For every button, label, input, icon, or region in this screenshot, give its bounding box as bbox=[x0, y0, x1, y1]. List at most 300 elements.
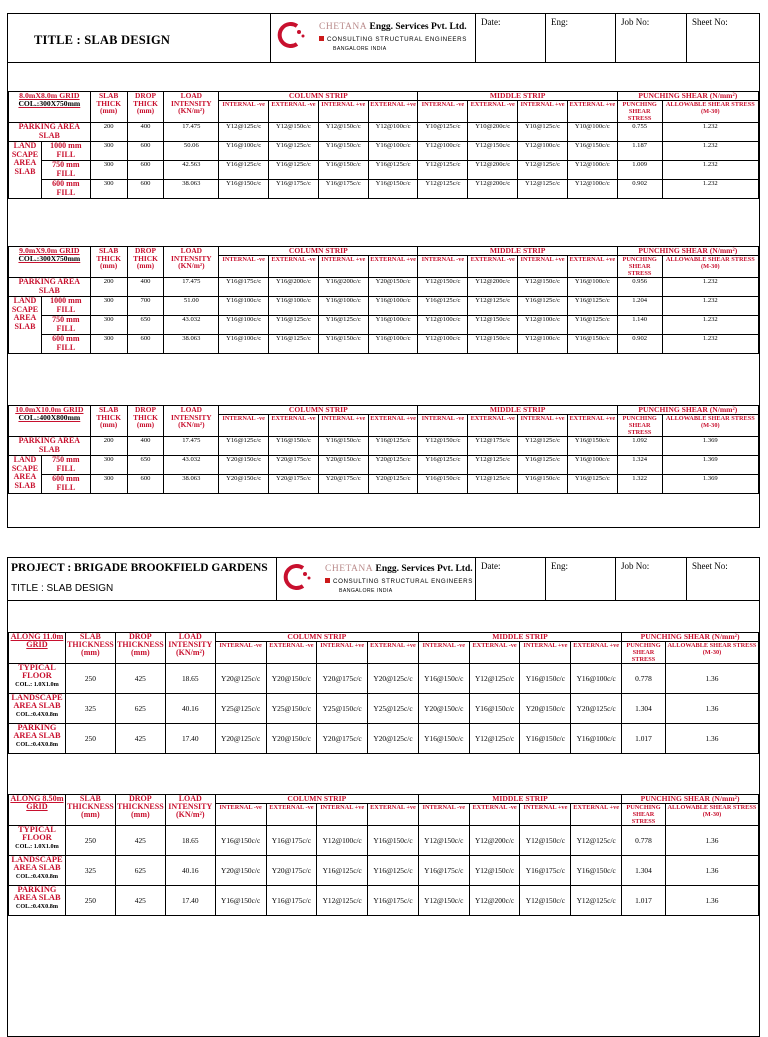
reinforcement-subheader: INTERNAL +ve bbox=[518, 256, 568, 278]
reinforcement-value: Y25@150c/c bbox=[317, 694, 368, 724]
allowable-stress: 1.232 bbox=[662, 316, 758, 335]
reinforcement-value: Y16@125c/c bbox=[219, 437, 269, 456]
reinforcement-value: Y12@125c/c bbox=[468, 475, 518, 494]
reinforcement-value: Y20@125c/c bbox=[368, 475, 418, 494]
reinforcement-value: Y12@200c/c bbox=[468, 161, 518, 180]
reinforcement-value: Y20@175c/c bbox=[317, 664, 368, 694]
reinforcement-value: Y20@150c/c bbox=[418, 694, 469, 724]
punching-stress: 0.755 bbox=[617, 123, 662, 142]
reinforcement-value: Y12@125c/c bbox=[468, 297, 518, 316]
reinforcement-value: Y16@175c/c bbox=[520, 856, 571, 886]
allowable-stress-header: ALLOWABLE SHEAR STRESS (M-30) bbox=[665, 804, 758, 826]
reinforcement-value: Y16@125c/c bbox=[269, 335, 319, 354]
reinforcement-value: Y25@125c/c bbox=[215, 694, 266, 724]
reinforcement-value: Y20@125c/c bbox=[368, 664, 419, 694]
reinforcement-value: Y12@100c/c bbox=[567, 161, 617, 180]
reinforcement-subheader: INTERNAL -ve bbox=[219, 101, 269, 123]
allowable-stress: 1.232 bbox=[662, 123, 758, 142]
reinforcement-subheader: EXTERNAL +ve bbox=[368, 256, 418, 278]
reinforcement-subheader: INTERNAL -ve bbox=[418, 415, 468, 437]
column-strip-header: COLUMN STRIP bbox=[219, 406, 418, 415]
punching-stress-header: PUNCHING SHEAR STRESS bbox=[622, 804, 666, 826]
grid-along-header: ALONG 11.0m GRID bbox=[9, 633, 66, 664]
reinforcement-value: Y20@150c/c bbox=[219, 475, 269, 494]
load-intensity-header: LOAD INTENSITY (KN/m²) bbox=[164, 406, 219, 437]
punching-stress: 1.017 bbox=[622, 724, 666, 754]
reinforcement-value: Y16@175c/c bbox=[368, 886, 419, 916]
reinforcement-value: Y16@100c/c bbox=[567, 278, 617, 297]
punching-stress: 1.092 bbox=[617, 437, 662, 456]
company-block: CHETANA Engg. Services Pvt. Ltd. CONSULTING STRUCTURAL ENGINEERS BANGALORE INDIA bbox=[270, 14, 475, 62]
reinforcement-value: Y16@100c/c bbox=[368, 316, 418, 335]
reinforcement-subheader: EXTERNAL -ve bbox=[468, 415, 518, 437]
reinforcement-value: Y16@150c/c bbox=[469, 694, 520, 724]
reinforcement-value: Y16@150c/c bbox=[318, 142, 368, 161]
reinforcement-subheader: INTERNAL +ve bbox=[318, 256, 368, 278]
column-size: COL.:0.4X0.8m bbox=[15, 872, 58, 880]
reinforcement-value: Y12@150c/c bbox=[468, 142, 518, 161]
allowable-stress-header: ALLOWABLE SHEAR STRESS (M-30) bbox=[662, 256, 758, 278]
reinforcement-value: Y12@200c/c bbox=[469, 826, 520, 856]
row-label: LANDSCAPE AREA SLAB COL.:0.4X0.8m bbox=[9, 856, 66, 886]
reinforcement-subheader: EXTERNAL -ve bbox=[468, 256, 518, 278]
reinforcement-subheader: EXTERNAL -ve bbox=[269, 256, 319, 278]
table-row bbox=[9, 437, 759, 456]
allowable-stress: 1.36 bbox=[665, 664, 758, 694]
reinforcement-value: Y16@150c/c bbox=[567, 437, 617, 456]
column-size: COL.:0.4X0.8m bbox=[15, 710, 58, 718]
reinforcement-value: Y12@125c/c bbox=[418, 180, 468, 199]
allowable-stress-header: ALLOWABLE SHEAR STRESS (M-30) bbox=[665, 642, 758, 664]
design-sheet-1 bbox=[7, 13, 760, 528]
punching-shear-header: PUNCHING SHEAR (N/mm²) bbox=[617, 92, 758, 101]
table-row bbox=[9, 456, 759, 475]
reinforcement-value: Y12@150c/c bbox=[418, 826, 469, 856]
column-strip-header: COLUMN STRIP bbox=[219, 247, 418, 256]
reinforcement-subheader: INTERNAL +ve bbox=[318, 415, 368, 437]
reinforcement-value: Y16@150c/c bbox=[418, 724, 469, 754]
reinforcement-subheader: EXTERNAL -ve bbox=[269, 101, 319, 123]
reinforcement-value: Y10@125c/c bbox=[518, 123, 568, 142]
reinforcement-value: Y12@150c/c bbox=[318, 123, 368, 142]
reinforcement-value: Y16@150c/c bbox=[215, 826, 266, 856]
reinforcement-value: Y12@150c/c bbox=[518, 278, 568, 297]
grid-size-header: 10.0mX10.0m GRID COL.:400X800mm bbox=[9, 406, 91, 437]
reinforcement-value: Y16@175c/c bbox=[219, 278, 269, 297]
reinforcement-value: Y16@100c/c bbox=[219, 297, 269, 316]
drop-thickness: 650 bbox=[127, 316, 164, 335]
reinforcement-value: Y16@200c/c bbox=[269, 278, 319, 297]
reinforcement-value: Y20@150c/c bbox=[520, 694, 571, 724]
reinforcement-value: Y16@100c/c bbox=[219, 335, 269, 354]
reinforcement-value: Y16@100c/c bbox=[368, 297, 418, 316]
load-intensity: 51.00 bbox=[164, 297, 219, 316]
allowable-stress: 1.369 bbox=[662, 456, 758, 475]
drop-thickness: 600 bbox=[127, 180, 164, 199]
grid-along-header: ALONG 8.50m GRID bbox=[9, 795, 66, 826]
slab-thickness-header: SLAB THICK (mm) bbox=[90, 92, 127, 123]
middle-strip-header: MIDDLE STRIP bbox=[418, 247, 617, 256]
reinforcement-value: Y16@150c/c bbox=[418, 475, 468, 494]
punching-stress-header: PUNCHING SHEAR STRESS bbox=[617, 101, 662, 123]
reinforcement-value: Y16@150c/c bbox=[269, 437, 319, 456]
table-row bbox=[9, 724, 759, 754]
company-logo-icon bbox=[283, 563, 313, 591]
reinforcement-value: Y10@200c/c bbox=[468, 123, 518, 142]
table-row bbox=[9, 475, 759, 494]
punching-stress: 0.956 bbox=[617, 278, 662, 297]
slab-design-table bbox=[8, 246, 759, 354]
reinforcement-value: Y20@150c/c bbox=[318, 456, 368, 475]
allowable-stress: 1.36 bbox=[665, 886, 758, 916]
reinforcement-value: Y20@175c/c bbox=[317, 724, 368, 754]
reinforcement-subheader: INTERNAL -ve bbox=[219, 256, 269, 278]
reinforcement-value: Y16@100c/c bbox=[567, 456, 617, 475]
reinforcement-value: Y20@150c/c bbox=[219, 456, 269, 475]
fill-label: 750 mm FILL bbox=[41, 456, 90, 475]
reinforcement-value: Y16@150c/c bbox=[571, 856, 622, 886]
punching-stress: 1.322 bbox=[617, 475, 662, 494]
punching-stress: 1.009 bbox=[617, 161, 662, 180]
table-row bbox=[9, 694, 759, 724]
landscape-group-label: LAND SCAPE AREA SLAB bbox=[9, 142, 42, 199]
reinforcement-value: Y16@125c/c bbox=[269, 142, 319, 161]
load-intensity: 38.063 bbox=[164, 180, 219, 199]
reinforcement-value: Y12@150c/c bbox=[418, 437, 468, 456]
load-intensity: 18.65 bbox=[165, 826, 215, 856]
load-intensity: 38.063 bbox=[164, 475, 219, 494]
reinforcement-value: Y16@150c/c bbox=[520, 724, 571, 754]
slab-thickness: 325 bbox=[65, 856, 115, 886]
reinforcement-value: Y16@125c/c bbox=[219, 161, 269, 180]
slab-design-table bbox=[8, 405, 759, 494]
table-row bbox=[9, 664, 759, 694]
punching-shear-header: PUNCHING SHEAR (N/mm²) bbox=[617, 247, 758, 256]
punching-stress: 0.778 bbox=[622, 664, 666, 694]
reinforcement-value: Y12@125c/c bbox=[469, 724, 520, 754]
row-label: LANDSCAPE AREA SLAB COL.:0.4X0.8m bbox=[9, 694, 66, 724]
column-strip-header: COLUMN STRIP bbox=[215, 633, 418, 642]
slab-thickness-header: SLAB THICK (mm) bbox=[90, 247, 127, 278]
reinforcement-value: Y16@125c/c bbox=[368, 161, 418, 180]
punching-stress: 1.324 bbox=[617, 456, 662, 475]
reinforcement-value: Y16@125c/c bbox=[567, 297, 617, 316]
punching-stress: 1.140 bbox=[617, 316, 662, 335]
reinforcement-value: Y16@150c/c bbox=[219, 180, 269, 199]
company-block: CHETANA Engg. Services Pvt. Ltd. CONSULTING STRUCTURAL ENGINEERS BANGALORE INDIA bbox=[276, 558, 475, 600]
slab-design-table bbox=[8, 91, 759, 199]
fill-label: 600 mm FILL bbox=[41, 335, 90, 354]
reinforcement-subheader: INTERNAL +ve bbox=[317, 642, 368, 664]
punching-stress: 1.017 bbox=[622, 886, 666, 916]
slab-thickness: 250 bbox=[65, 826, 115, 856]
reinforcement-value: Y20@150c/c bbox=[215, 856, 266, 886]
allowable-stress: 1.232 bbox=[662, 278, 758, 297]
reinforcement-value: Y16@100c/c bbox=[318, 297, 368, 316]
reinforcement-value: Y16@125c/c bbox=[368, 856, 419, 886]
reinforcement-value: Y16@150c/c bbox=[567, 335, 617, 354]
load-intensity: 40.16 bbox=[165, 694, 215, 724]
load-intensity: 17.475 bbox=[164, 437, 219, 456]
reinforcement-value: Y16@100c/c bbox=[219, 142, 269, 161]
reinforcement-value: Y12@200c/c bbox=[468, 278, 518, 297]
drop-thickness-header: DROP THICKNESS (mm) bbox=[115, 795, 165, 826]
reinforcement-value: Y12@150c/c bbox=[418, 278, 468, 297]
reinforcement-subheader: INTERNAL +ve bbox=[520, 804, 571, 826]
row-label: TYPICAL FLOOR COL.: 1.0X1.0m bbox=[9, 826, 66, 856]
drop-thickness: 625 bbox=[115, 856, 165, 886]
reinforcement-value: Y25@150c/c bbox=[266, 694, 317, 724]
reinforcement-value: Y20@175c/c bbox=[318, 475, 368, 494]
reinforcement-value: Y16@175c/c bbox=[266, 886, 317, 916]
drop-thickness: 625 bbox=[115, 694, 165, 724]
table-row bbox=[9, 161, 759, 180]
drop-thickness: 600 bbox=[127, 335, 164, 354]
fill-label: 1000 mm FILL bbox=[41, 297, 90, 316]
reinforcement-subheader: INTERNAL -ve bbox=[418, 642, 469, 664]
load-intensity: 40.16 bbox=[165, 856, 215, 886]
table-row bbox=[9, 826, 759, 856]
reinforcement-value: Y16@150c/c bbox=[318, 161, 368, 180]
reinforcement-value: Y12@100c/c bbox=[317, 826, 368, 856]
load-intensity-header: LOAD INTENSITY (KN/m²) bbox=[164, 92, 219, 123]
drop-thickness-header: DROP THICK (mm) bbox=[127, 406, 164, 437]
reinforcement-subheader: INTERNAL -ve bbox=[215, 642, 266, 664]
project-name: PROJECT : BRIGADE BROOKFIELD GARDENS bbox=[11, 562, 268, 574]
allowable-stress: 1.232 bbox=[662, 142, 758, 161]
reinforcement-value: Y20@175c/c bbox=[269, 456, 319, 475]
punching-stress: 1.187 bbox=[617, 142, 662, 161]
drop-thickness-header: DROP THICK (mm) bbox=[127, 247, 164, 278]
reinforcement-value: Y12@100c/c bbox=[418, 335, 468, 354]
reinforcement-subheader: INTERNAL +ve bbox=[518, 415, 568, 437]
reinforcement-value: Y16@150c/c bbox=[567, 142, 617, 161]
reinforcement-value: Y20@125c/c bbox=[215, 664, 266, 694]
reinforcement-value: Y16@125c/c bbox=[317, 856, 368, 886]
landscape-group-label: LAND SCAPE AREA SLAB bbox=[9, 456, 42, 494]
slab-thickness-header: SLAB THICK (mm) bbox=[90, 406, 127, 437]
load-intensity: 38.063 bbox=[164, 335, 219, 354]
reinforcement-value: Y12@100c/c bbox=[518, 142, 568, 161]
reinforcement-value: Y12@125c/c bbox=[418, 161, 468, 180]
table-row bbox=[9, 180, 759, 199]
reinforcement-value: Y16@100c/c bbox=[269, 297, 319, 316]
design-sheet-2 bbox=[7, 557, 760, 1037]
punching-stress-header: PUNCHING SHEAR STRESS bbox=[617, 256, 662, 278]
slab-thickness: 250 bbox=[65, 664, 115, 694]
reinforcement-subheader: EXTERNAL +ve bbox=[368, 804, 419, 826]
slab-thickness: 300 bbox=[90, 335, 127, 354]
reinforcement-value: Y16@150c/c bbox=[318, 437, 368, 456]
allowable-stress: 1.36 bbox=[665, 724, 758, 754]
allowable-stress: 1.232 bbox=[662, 297, 758, 316]
reinforcement-subheader: INTERNAL -ve bbox=[418, 256, 468, 278]
reinforcement-value: Y16@125c/c bbox=[368, 437, 418, 456]
reinforcement-value: Y10@100c/c bbox=[567, 123, 617, 142]
red-square-icon bbox=[319, 36, 324, 41]
reinforcement-subheader: INTERNAL +ve bbox=[518, 101, 568, 123]
drop-thickness: 600 bbox=[127, 142, 164, 161]
load-intensity: 17.475 bbox=[164, 278, 219, 297]
table-row bbox=[9, 142, 759, 161]
slab-thickness-header: SLAB THICKNESS (mm) bbox=[65, 795, 115, 826]
reinforcement-value: Y16@100c/c bbox=[571, 724, 622, 754]
column-size: COL.:0.4X0.8m bbox=[15, 902, 58, 910]
load-intensity: 43.032 bbox=[164, 316, 219, 335]
punching-stress: 0.902 bbox=[617, 335, 662, 354]
allowable-stress: 1.232 bbox=[662, 161, 758, 180]
slab-thickness: 300 bbox=[90, 142, 127, 161]
reinforcement-value: Y16@150c/c bbox=[518, 475, 568, 494]
drop-thickness: 400 bbox=[127, 123, 164, 142]
reinforcement-value: Y20@150c/c bbox=[266, 724, 317, 754]
reinforcement-value: Y12@200c/c bbox=[468, 180, 518, 199]
reinforcement-value: Y20@175c/c bbox=[269, 475, 319, 494]
table-row bbox=[9, 123, 759, 142]
slab-design-table bbox=[8, 794, 759, 916]
reinforcement-value: Y12@125c/c bbox=[317, 886, 368, 916]
reinforcement-value: Y16@125c/c bbox=[269, 316, 319, 335]
reinforcement-value: Y16@175c/c bbox=[318, 180, 368, 199]
reinforcement-subheader: EXTERNAL +ve bbox=[567, 256, 617, 278]
load-intensity: 43.032 bbox=[164, 456, 219, 475]
reinforcement-value: Y25@125c/c bbox=[368, 694, 419, 724]
load-intensity-header: LOAD INTENSITY (KN/m²) bbox=[165, 795, 215, 826]
reinforcement-subheader: INTERNAL +ve bbox=[317, 804, 368, 826]
sheet-title: TITLE : SLAB DESIGN bbox=[11, 583, 114, 594]
allowable-stress: 1.232 bbox=[662, 335, 758, 354]
load-intensity: 42.563 bbox=[164, 161, 219, 180]
table-row bbox=[9, 316, 759, 335]
allowable-stress: 1.369 bbox=[662, 437, 758, 456]
reinforcement-value: Y20@125c/c bbox=[215, 724, 266, 754]
reinforcement-subheader: EXTERNAL -ve bbox=[266, 804, 317, 826]
fill-label: 750 mm FILL bbox=[41, 316, 90, 335]
reinforcement-subheader: INTERNAL +ve bbox=[520, 642, 571, 664]
reinforcement-value: Y12@125c/c bbox=[571, 886, 622, 916]
punching-shear-header: PUNCHING SHEAR (N/mm²) bbox=[622, 795, 759, 804]
punching-stress: 1.304 bbox=[622, 856, 666, 886]
reinforcement-subheader: EXTERNAL +ve bbox=[368, 642, 419, 664]
reinforcement-value: Y12@150c/c bbox=[269, 123, 319, 142]
drop-thickness: 600 bbox=[127, 161, 164, 180]
fill-label: 600 mm FILL bbox=[41, 475, 90, 494]
slab-thickness-header: SLAB THICKNESS (mm) bbox=[65, 633, 115, 664]
reinforcement-subheader: EXTERNAL -ve bbox=[469, 642, 520, 664]
reinforcement-subheader: INTERNAL -ve bbox=[215, 804, 266, 826]
reinforcement-value: Y16@150c/c bbox=[368, 826, 419, 856]
row-label: PARKING AREA SLAB bbox=[9, 437, 91, 456]
load-intensity-header: LOAD INTENSITY (KN/m²) bbox=[165, 633, 215, 664]
reinforcement-value: Y16@150c/c bbox=[368, 180, 418, 199]
grid-size-header: 8.0mX8.0m GRID COL.:300X750mm bbox=[9, 92, 91, 123]
table-row bbox=[9, 278, 759, 297]
reinforcement-value: Y16@175c/c bbox=[418, 856, 469, 886]
row-label: TYPICAL FLOOR COL.: 1.0X1.0m bbox=[9, 664, 66, 694]
reinforcement-value: Y12@175c/c bbox=[468, 437, 518, 456]
reinforcement-value: Y12@100c/c bbox=[518, 316, 568, 335]
fill-label: 1000 mm FILL bbox=[41, 142, 90, 161]
reinforcement-subheader: INTERNAL -ve bbox=[219, 415, 269, 437]
table-row bbox=[9, 335, 759, 354]
allowable-stress: 1.36 bbox=[665, 826, 758, 856]
slab-thickness: 200 bbox=[90, 437, 127, 456]
slab-thickness: 300 bbox=[90, 161, 127, 180]
punching-stress-header: PUNCHING SHEAR STRESS bbox=[617, 415, 662, 437]
row-label: PARKING AREA SLAB bbox=[9, 123, 91, 142]
column-size: COL.:300X750mm bbox=[18, 254, 81, 263]
reinforcement-value: Y12@125c/c bbox=[571, 826, 622, 856]
reinforcement-value: Y12@150c/c bbox=[468, 316, 518, 335]
drop-thickness: 400 bbox=[127, 278, 164, 297]
reinforcement-value: Y12@125c/c bbox=[518, 161, 568, 180]
slab-thickness: 300 bbox=[90, 316, 127, 335]
reinforcement-value: Y12@125c/c bbox=[468, 456, 518, 475]
row-label: PARKING AREA SLAB COL.:0.4X0.8m bbox=[9, 886, 66, 916]
red-square-icon bbox=[325, 578, 330, 583]
drop-thickness: 425 bbox=[115, 826, 165, 856]
fill-label: 600 mm FILL bbox=[41, 180, 90, 199]
sheet-header: TITLE : SLAB DESIGN CHETANA Engg. Services Pvt. Ltd. CONSULTING STRUCTURAL ENGINEERS BANGALORE INDIA Date: Eng: Job No: Sheet No: bbox=[8, 14, 759, 63]
reinforcement-value: Y12@100c/c bbox=[418, 316, 468, 335]
reinforcement-value: Y16@150c/c bbox=[520, 664, 571, 694]
fill-label: 750 mm FILL bbox=[41, 161, 90, 180]
reinforcement-value: Y12@100c/c bbox=[567, 180, 617, 199]
reinforcement-value: Y16@125c/c bbox=[567, 316, 617, 335]
load-intensity-header: LOAD INTENSITY (KN/m²) bbox=[164, 247, 219, 278]
middle-strip-header: MIDDLE STRIP bbox=[418, 406, 617, 415]
reinforcement-subheader: EXTERNAL +ve bbox=[567, 101, 617, 123]
column-strip-header: COLUMN STRIP bbox=[219, 92, 418, 101]
reinforcement-subheader: INTERNAL -ve bbox=[418, 101, 468, 123]
drop-thickness: 650 bbox=[127, 456, 164, 475]
reinforcement-subheader: EXTERNAL +ve bbox=[368, 101, 418, 123]
reinforcement-value: Y16@125c/c bbox=[567, 475, 617, 494]
slab-thickness: 200 bbox=[90, 278, 127, 297]
middle-strip-header: MIDDLE STRIP bbox=[418, 633, 621, 642]
drop-thickness-header: DROP THICKNESS (mm) bbox=[115, 633, 165, 664]
allowable-stress-header: ALLOWABLE SHEAR STRESS (M-30) bbox=[662, 101, 758, 123]
load-intensity: 17.40 bbox=[165, 886, 215, 916]
punching-stress: 1.304 bbox=[622, 694, 666, 724]
reinforcement-value: Y16@200c/c bbox=[318, 278, 368, 297]
punching-shear-header: PUNCHING SHEAR (N/mm²) bbox=[617, 406, 758, 415]
reinforcement-value: Y16@175c/c bbox=[266, 826, 317, 856]
reinforcement-value: Y20@150c/c bbox=[368, 278, 418, 297]
reinforcement-value: Y16@125c/c bbox=[318, 316, 368, 335]
column-size: COL.:400X800mm bbox=[18, 413, 81, 422]
reinforcement-value: Y16@125c/c bbox=[418, 297, 468, 316]
reinforcement-value: Y12@150c/c bbox=[418, 886, 469, 916]
reinforcement-value: Y16@125c/c bbox=[269, 161, 319, 180]
reinforcement-value: Y12@100c/c bbox=[518, 335, 568, 354]
reinforcement-value: Y20@125c/c bbox=[368, 456, 418, 475]
allowable-stress: 1.36 bbox=[665, 856, 758, 886]
table-row bbox=[9, 886, 759, 916]
middle-strip-header: MIDDLE STRIP bbox=[418, 92, 617, 101]
slab-thickness: 250 bbox=[65, 886, 115, 916]
reinforcement-subheader: EXTERNAL -ve bbox=[266, 642, 317, 664]
reinforcement-value: Y16@125c/c bbox=[418, 456, 468, 475]
reinforcement-value: Y16@150c/c bbox=[318, 335, 368, 354]
sheet-title: TITLE : SLAB DESIGN bbox=[34, 33, 171, 47]
row-label: PARKING AREA SLAB COL.:0.4X0.8m bbox=[9, 724, 66, 754]
reinforcement-value: Y12@125c/c bbox=[518, 437, 568, 456]
reinforcement-value: Y16@100c/c bbox=[368, 335, 418, 354]
allowable-stress: 1.369 bbox=[662, 475, 758, 494]
reinforcement-value: Y20@125c/c bbox=[368, 724, 419, 754]
reinforcement-value: Y16@150c/c bbox=[215, 886, 266, 916]
